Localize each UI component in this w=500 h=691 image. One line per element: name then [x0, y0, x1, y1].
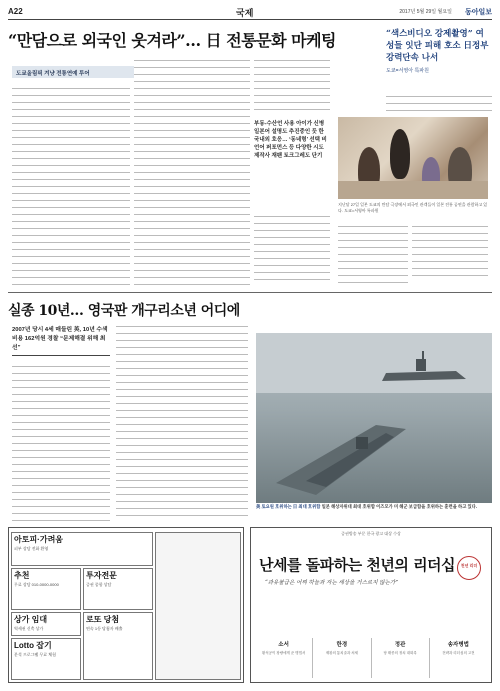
article-body-col-5 — [338, 222, 408, 286]
classified-ads — [8, 527, 244, 683]
sidebar-article — [386, 28, 492, 74]
article2-body-col-2 — [116, 322, 248, 522]
article-body-col-3 — [254, 56, 330, 116]
article-body-col-1 — [12, 84, 130, 286]
ad-title: 아토피·가려움 — [14, 535, 64, 544]
page-header — [8, 6, 492, 20]
book-title: 정관 — [394, 642, 406, 648]
sidebar-body — [386, 92, 492, 112]
article2-body-col-1 — [12, 362, 110, 522]
book-column[interactable] — [313, 638, 371, 678]
ad-lotto[interactable] — [11, 638, 81, 680]
warship-caption-text: 일본 해상자위대 최대 호위함 이즈모가 미 해군 보급함을 호위하는 훈련을 하고 있다. — [321, 504, 478, 509]
ad-store-rent[interactable] — [11, 612, 81, 636]
article-body-col-6 — [412, 222, 488, 280]
ad-atopy[interactable] — [11, 532, 153, 566]
article-body-col-4 — [254, 212, 330, 286]
ad-title: 로또 당첨 — [86, 615, 120, 624]
warship-illustration — [256, 333, 492, 503]
book-desc: 전략과 리더십의 고전 — [442, 651, 475, 655]
sidebar-headline: “색스비디오 강제촬영” 여성들 잇단 피해 호소 日정부 강력단속 나서 — [386, 29, 489, 63]
ad-title: 상가 임대 — [14, 615, 48, 624]
section-divider — [8, 292, 492, 293]
ad-title: 추천 — [14, 571, 30, 580]
ad-lotto-win[interactable] — [83, 612, 153, 680]
book-title: 송자병법 — [447, 642, 469, 648]
article-body-col-2 — [134, 56, 250, 286]
ad-seal: 천년 리더 — [457, 556, 481, 580]
page-number: A22 — [8, 7, 23, 16]
book-desc: 당 태종의 정치 대화록 — [383, 651, 417, 655]
ad-book-columns — [255, 638, 487, 678]
ad-recommend[interactable] — [11, 568, 81, 610]
ad-top-text: 증권방송 부문 한국 광고 대상 수상 — [341, 531, 401, 536]
photo-caption: 지난달 27일 일본 도쿄의 만담 극장에서 외국인 관객들이 일본 전통 공연을 관람하고 있다. 도쿄=서영아 특파원 — [338, 202, 488, 213]
book-desc: 황석공이 장량에게 준 병법서 — [261, 651, 306, 655]
ad-text: 연속 1등 당첨자 배출 — [86, 626, 123, 631]
article-subhead-box: 부동-수산언 사용 아이가 신병 일본어 설명도 추진중인 듯 한 국내외 호응… ‘동네형’ 선택 비언어 퍼포먼스 등 다양한 시도 제작사 재팬 토크그레도 단기 — [254, 121, 327, 159]
ad-text: 증권 종합 상담 — [86, 582, 112, 587]
article2-subhead: 2007년 당시 4세 매들린 英, 10년 수색비용 162억원 경찰 “문제해결 위해 최선” — [12, 326, 110, 356]
ad-quote: “과유불급은 어찌 하늘과 자는 세상을 거스르지 않는가” — [265, 580, 399, 586]
performance-photo — [338, 117, 488, 199]
ad-text: 피부 상담 전화 환영 — [14, 546, 49, 551]
book-advertisement[interactable] — [250, 527, 492, 683]
article-headline: “만담으로 외국인 웃겨라”… 日 전통문화 마케팅 — [8, 31, 337, 50]
book-column[interactable] — [255, 638, 313, 678]
ad-text: 역세권 신축 상가 — [14, 626, 44, 631]
ad-text: 무료 상담 010-0000-0000 — [14, 582, 59, 587]
issue-date: 2017년 5월 29일 월요일 — [399, 9, 452, 15]
ad-title: Lotto 잡기 — [14, 641, 52, 650]
ad-headline: 난세를 돌파하는 천년의 리더십 — [259, 556, 456, 574]
ad-text: 분석 프로그램 무료 체험 — [14, 652, 56, 657]
newspaper-logo: 동아일보 — [464, 9, 492, 16]
article2-headline: 실종 10년… 영국판 개구리소년 어디에 — [8, 303, 240, 319]
book-desc: 제왕의 통치술과 처세 — [325, 651, 359, 655]
warship-caption-lead: 美 토요원 호위하는 日 최대 호위함 — [256, 504, 321, 509]
ad-title: 투자전문 — [86, 571, 117, 580]
book-column[interactable] — [430, 638, 487, 678]
sidebar-byline: 도쿄=서영아 특파원 — [386, 68, 429, 74]
warship-caption — [256, 504, 492, 510]
section-label: 국제 — [236, 8, 254, 18]
warship-photo — [256, 333, 492, 503]
book-column[interactable] — [372, 638, 430, 678]
book-title: 소서 — [278, 642, 289, 648]
article-kicker: 도쿄올림픽 겨냥 전통연예 투어 — [12, 66, 136, 78]
ad-book-promo[interactable] — [155, 532, 241, 680]
book-title: 한경 — [336, 642, 348, 648]
ad-investment[interactable] — [83, 568, 153, 610]
